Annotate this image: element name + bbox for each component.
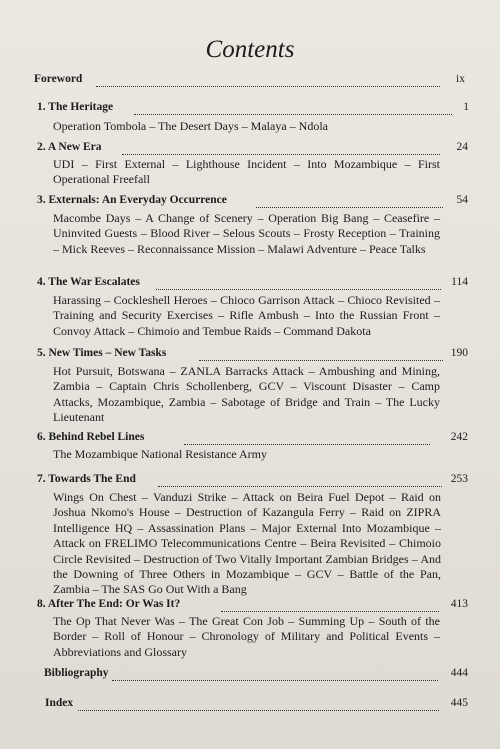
page-title: Contents — [205, 36, 295, 63]
toc-subentries: Operation Tombola – The Desert Days – Malaya – Ndola — [53, 119, 328, 133]
toc-page-number: 114 — [451, 276, 468, 288]
toc-page-number: ix — [456, 73, 465, 85]
toc-subentries: Wings On Chest – Vanduzi Strike – Attack on Beira Fuel Depot – Raid on Joshua Nkomo's House – Destruction of Kazangula Ferry – Raid on ZIPRA Intelligence HQ – Assassination Plans – Major External Into Mozambique – Attack on FRELIMO Telecommunications Centre – Beira Revisited – Chimoio Circle Revisited – Destruction of Two Vitally Important Zambian Bridges – And the Downing of Three Others in Mozambique – GCV – Battle of the Pan, Zambia – The SAS Go Out With a Bang — [53, 490, 441, 597]
toc-page-number: 444 — [450, 667, 468, 679]
toc-heading: Index — [45, 697, 74, 709]
toc-heading: 8. After The End: Or Was It? — [37, 598, 181, 610]
toc-entry-chapter-5[interactable] — [0, 347, 500, 425]
toc-entry-chapter-4[interactable] — [0, 276, 500, 338]
toc-heading: 7. Towards The End — [37, 473, 136, 485]
toc-heading: Bibliography — [44, 667, 109, 679]
dot-leader — [122, 141, 440, 155]
toc-heading: 4. The War Escalates — [37, 276, 140, 288]
toc-page-number: 445 — [450, 697, 468, 709]
dot-leader — [221, 598, 439, 612]
toc-subentries: The Mozambique National Resistance Army — [53, 447, 267, 461]
dot-leader — [256, 194, 443, 208]
dot-leader — [158, 473, 442, 487]
toc-page-number: 1 — [463, 101, 469, 113]
toc-subentries: Harassing – Cockleshell Heroes – Chioco Garrison Attack – Chioco Revisited – Training and Security Exercises – Rifle Ambush – Into the Russian Front – Convoy Attack – Chimoio and Tembue Raids – Command Dakota — [53, 293, 440, 338]
toc-entry-index[interactable] — [0, 697, 500, 712]
toc-subentries: Macombe Days – A Change of Scenery – Operation Big Bang – Ceasefire – Uninvited Guests – Blood River – Selous Scouts – Frosty Reception – Training – Mick Reeves – Reconnaissance Mission – Malawi Adventure – Peace Talks — [53, 211, 440, 256]
toc-entry-chapter-6[interactable] — [0, 431, 500, 461]
toc-entry-foreword[interactable] — [0, 73, 500, 88]
dot-leader — [78, 697, 439, 711]
dot-leader — [112, 667, 438, 681]
toc-entry-chapter-8[interactable] — [0, 598, 500, 659]
dot-leader — [96, 73, 440, 87]
toc-subentries: UDI – First External – Lighthouse Incident – Into Mozambique – First Operational Freefall — [53, 157, 440, 187]
toc-page-number: 24 — [456, 141, 468, 153]
toc-heading: 1. The Heritage — [37, 101, 114, 113]
dot-leader — [156, 276, 441, 290]
toc-entry-chapter-2[interactable] — [0, 141, 500, 187]
toc-page-number: 242 — [450, 431, 468, 443]
toc-heading: 3. Externals: An Everyday Occurrence — [37, 194, 227, 206]
toc-page-number: 253 — [450, 473, 468, 485]
toc-heading: 2. A New Era — [37, 141, 102, 153]
toc-entry-chapter-1[interactable] — [0, 101, 500, 133]
toc-entry-bibliography[interactable] — [0, 667, 500, 682]
toc-heading: 5. New Times – New Tasks — [37, 347, 167, 359]
dot-leader — [199, 347, 443, 361]
toc-heading: 6. Behind Rebel Lines — [37, 431, 145, 443]
toc-subentries: Hot Pursuit, Botswana – ZANLA Barracks Attack – Ambushing and Mining, Zambia – Captain Chris Schollenberg, GCV – Viscount Disaster – Camp Attacks, Mozambique, Zambia – Sabotage of Bridge and Train – The Lucky Lieutenant — [53, 364, 440, 425]
toc-heading: Foreword — [34, 73, 83, 85]
dot-leader — [184, 431, 430, 445]
toc-subentries: The Op That Never Was – The Great Con Job – Summing Up – South of the Border – Roll of Honour – Chronology of Military and Political Events – Abbreviations and Glossary — [53, 614, 440, 659]
toc-entry-chapter-3[interactable] — [0, 194, 500, 256]
toc-page-number: 190 — [450, 347, 468, 359]
toc-entry-chapter-7[interactable] — [0, 473, 500, 597]
dot-leader — [134, 101, 452, 115]
toc-page-number: 54 — [456, 194, 468, 206]
toc-page-number: 413 — [450, 598, 468, 610]
